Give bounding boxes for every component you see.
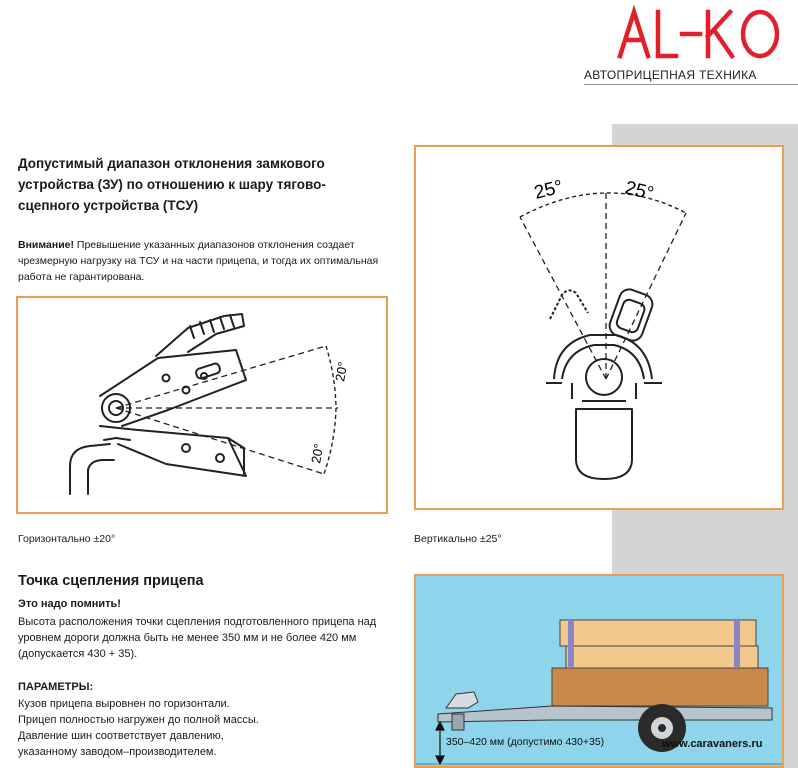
trailer-illustration (414, 574, 784, 768)
remember-note: Это надо помнить! (18, 598, 121, 610)
brand-tagline: АВТОПРИЦЕПНАЯ ТЕХНИКА (584, 68, 757, 82)
coupling-height-paragraph: Высота расположения точки сцепления подготовленного прицепа над уровнем дороги должна быть не менее 350 мм и не более 420 мм (допускается 430 + 35). (18, 616, 377, 660)
divider (584, 84, 798, 85)
al-ko-logo (614, 4, 784, 64)
source-watermark: www.caravaners.ru (662, 738, 763, 750)
coupling-side-drawing (18, 298, 390, 516)
params-item: указанному заводом–производителем. (18, 746, 217, 758)
vertical-caption: Вертикально ±25° (414, 533, 502, 545)
horizontal-deflection-figure (16, 296, 388, 514)
params-item: Давление шин соответствует давлению, (18, 730, 224, 742)
coupling-height-label: 350–420 мм (допустимо 430+35) (446, 736, 605, 748)
angle-bottom-label: 20° (308, 442, 327, 465)
params-item: Кузов прицепа выровнен по горизонтали. (18, 698, 230, 710)
coupling-front-drawing (416, 147, 786, 512)
warning-text: Превышение указанных диапазонов отклонения создает чрезмерную нагрузку на ТСУ и на части прицепа, и тогда их оптимальная работа не гарантирована. (18, 239, 379, 283)
params-heading: ПАРАМЕТРЫ: (18, 681, 94, 693)
angle-top-label: 20° (332, 360, 351, 383)
angle-right-label: 25° (622, 177, 656, 205)
section-title: Допустимый диапазон отклонения замкового устройства (ЗУ) по отношению к шару тягово-сцепного устройства (ТСУ) (18, 156, 326, 213)
warning-label: Внимание! (18, 239, 74, 251)
angle-left-label: 25° (532, 176, 566, 204)
horizontal-caption: Горизонтально ±20° (18, 533, 116, 545)
vertical-deflection-figure (414, 145, 784, 510)
params-list (18, 696, 398, 760)
warning-paragraph (18, 237, 388, 285)
section-title-coupling-point: Точка сцепления прицепа (18, 573, 204, 589)
params-item: Прицеп полностью нагружен до полной массы. (18, 714, 259, 726)
